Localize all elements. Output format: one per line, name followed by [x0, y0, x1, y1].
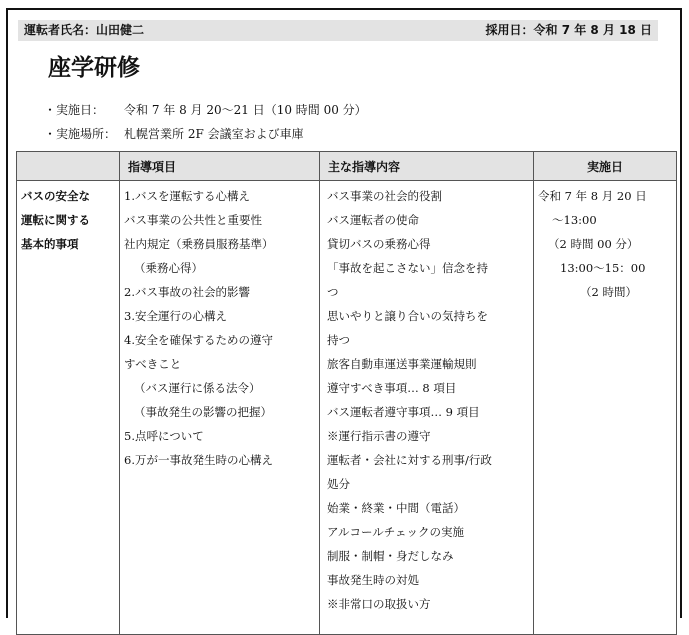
info-date-label: ・実施日：	[44, 103, 105, 117]
table-row	[17, 181, 677, 635]
item-line: 3.安全運行の心構え	[124, 309, 227, 323]
item-line: （バス運行に係る法令）	[134, 381, 261, 395]
driver-name: 運転者氏名：山田健二	[24, 23, 145, 37]
content-line: つ	[327, 285, 339, 299]
table-header-row	[17, 152, 677, 181]
header-dates: 実施日	[534, 152, 677, 181]
hire-date: 採用日：令和 7 年 8 月 18 日	[485, 23, 652, 37]
info-place-value: 札幌営業所 2F 会議室および車庫	[124, 127, 304, 141]
date-line: 令和 7 年 8 月 20 日	[538, 189, 647, 203]
item-line: （事故発生の影響の把握）	[134, 405, 272, 419]
info-date-value: 令和 7 年 8 月 20〜21 日（10 時間 00 分）	[124, 103, 367, 117]
header-contents: 主な指導内容	[320, 152, 534, 181]
item-line: （乗務心得）	[134, 261, 203, 275]
category-line: 運転に関する	[21, 213, 90, 227]
training-record-sheet	[6, 8, 682, 618]
content-line: 事故発生時の対処	[327, 573, 419, 587]
item-line: バス事業の公共性と重要性	[124, 213, 262, 227]
date-line: 〜13:00	[552, 213, 597, 227]
header-items: 指導項目	[120, 152, 320, 181]
item-line: 6.万が一事故発生時の心構え	[124, 453, 273, 467]
content-line: 処分	[327, 477, 350, 491]
content-line: 遵守すべき事項… 8 項目	[327, 381, 457, 395]
item-line: 2.バス事故の社会的影響	[124, 285, 250, 299]
training-table	[16, 151, 677, 635]
dates-cell	[534, 181, 677, 635]
content-line: バス運転者の使命	[327, 213, 419, 227]
page-title: 座学研修	[48, 55, 140, 81]
content-line: 「事故を起こさない」信念を持	[327, 261, 488, 275]
content-line: 貸切バスの乗務心得	[327, 237, 431, 251]
category-line: 基本的事項	[21, 237, 79, 251]
info-place-label: ・実施場所：	[44, 127, 117, 141]
item-line: 1.バスを運転する心構え	[124, 189, 250, 203]
content-line: ※運行指示書の遵守	[327, 429, 431, 443]
content-line: 制服・制帽・身だしなみ	[327, 549, 454, 563]
info-date	[44, 101, 367, 119]
header-empty	[17, 152, 120, 181]
date-line: （2 時間）	[580, 285, 637, 299]
item-line: 5.点呼について	[124, 429, 204, 443]
content-line: 運転者・会社に対する刑事/行政	[327, 453, 492, 467]
date-line: 13:00〜15：00	[560, 261, 646, 275]
item-line: すべきこと	[124, 357, 182, 371]
content-line: 持つ	[327, 333, 350, 347]
item-line: 社内規定（乗務員服務基準）	[124, 237, 274, 251]
content-line: 思いやりと譲り合いの気持ちを	[327, 309, 488, 323]
content-line: 旅客自動車運送事業運輸規則	[327, 357, 477, 371]
category-cell	[17, 181, 120, 635]
content-line: バス運転者遵守事項… 9 項目	[327, 405, 480, 419]
date-line: （2 時間 00 分）	[548, 237, 639, 251]
content-line: ※非常口の取扱い方	[327, 597, 431, 611]
contents-cell	[320, 181, 534, 635]
category-line: バスの安全な	[21, 189, 90, 203]
header-bar	[18, 20, 658, 41]
content-line: 始業・終業・中間（電話）	[327, 501, 465, 515]
item-line: 4.安全を確保するための遵守	[124, 333, 273, 347]
items-cell	[120, 181, 320, 635]
info-place	[44, 125, 304, 143]
content-line: アルコールチェックの実施	[327, 525, 464, 539]
content-line: バス事業の社会的役割	[327, 189, 442, 203]
